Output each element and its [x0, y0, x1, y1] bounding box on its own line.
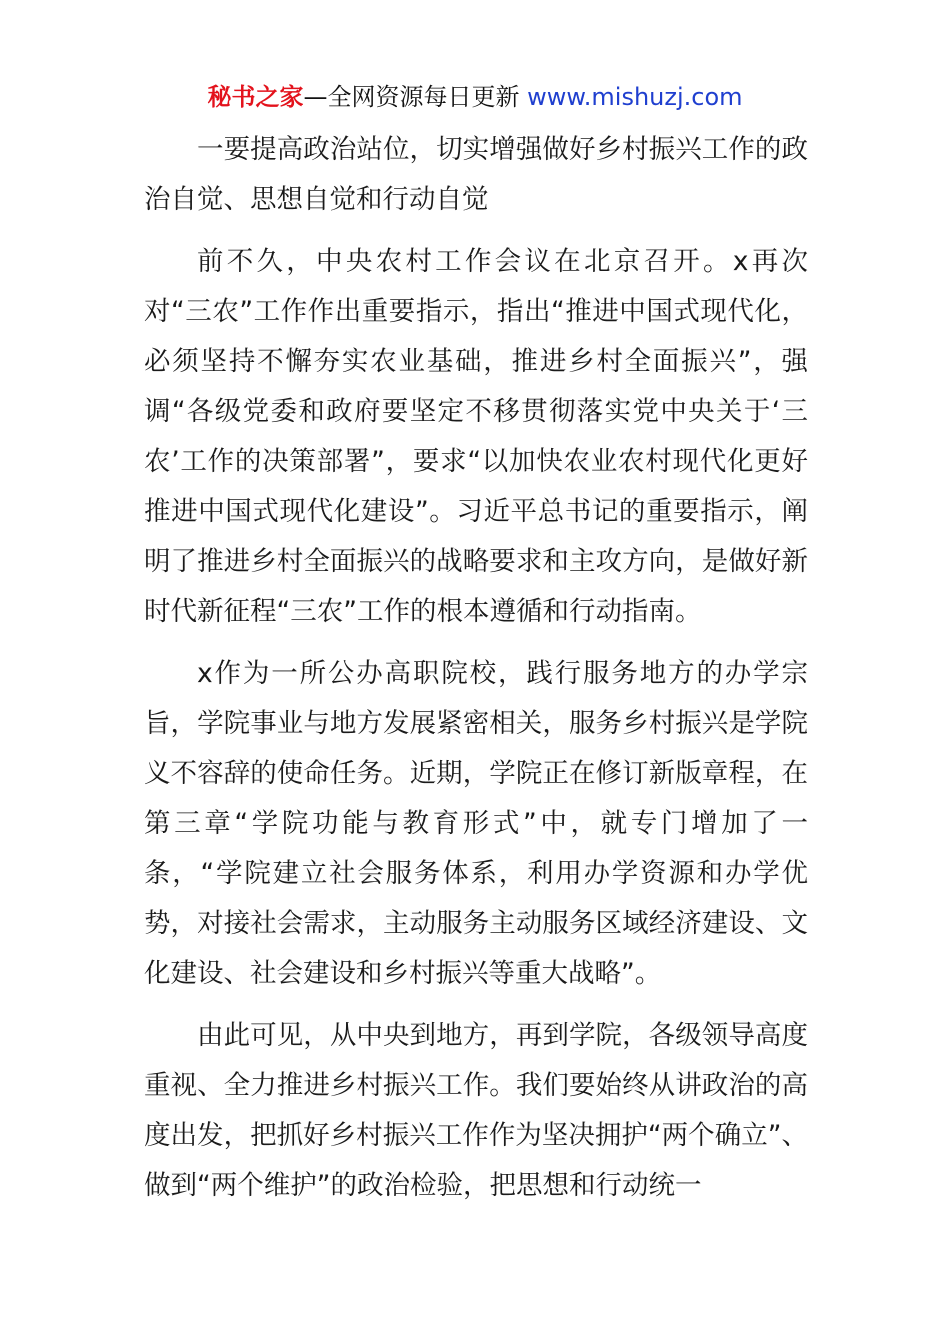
site-brand: 秘书之家 [207, 83, 304, 111]
document-body [144, 125, 808, 1223]
site-url-link[interactable]: www.mishuzj.com [527, 83, 743, 111]
paragraph-3: 由此可见，从中央到地方，再到学院，各级领导高度重视、全力推进乡村振兴工作。我们要始终从讲政治的高度出发，把抓好乡村振兴工作作为坚决拥护“两个确立”、做到“两个维护”的政治检验，把思想和行动统一 [144, 1020, 808, 1201]
site-tagline: —全网资源每日更新 [303, 83, 520, 111]
site-header [0, 80, 950, 114]
paragraph-2: x作为一所公办高职院校，践行服务地方的办学宗旨，学院事业与地方发展紧密相关，服务乡村振兴是学院义不容辞的使命任务。近期，学院正在修订新版章程，在第三章“学院功能与教育形式”中，就专门增加了一条，“学院建立社会服务体系，利用办学资源和办学优势，对接社会需求，主动服务主动服务区域经济建设、文化建设、社会建设和乡村振兴等重大战略”。 [144, 658, 808, 989]
paragraph-1: 前不久，中央农村工作会议在北京召开。x再次对“三农”工作作出重要指示，指出“推进中国式现代化，必须坚持不懈夯实农业基础，推进乡村全面振兴”，强调“各级党委和政府要坚定不移贯彻落实党中央关于‘三农’工作的决策部署”，要求“以加快农业农村现代化更好推进中国式现代化建设”。习近平总书记的重要指示，阐明了推进乡村全面振兴的战略要求和主攻方向，是做好新时代新征程“三农”工作的根本遵循和行动指南。 [144, 246, 808, 627]
section-heading: 一要提高政治站位，切实增强做好乡村振兴工作的政治自觉、思想自觉和行动自觉 [144, 134, 808, 215]
